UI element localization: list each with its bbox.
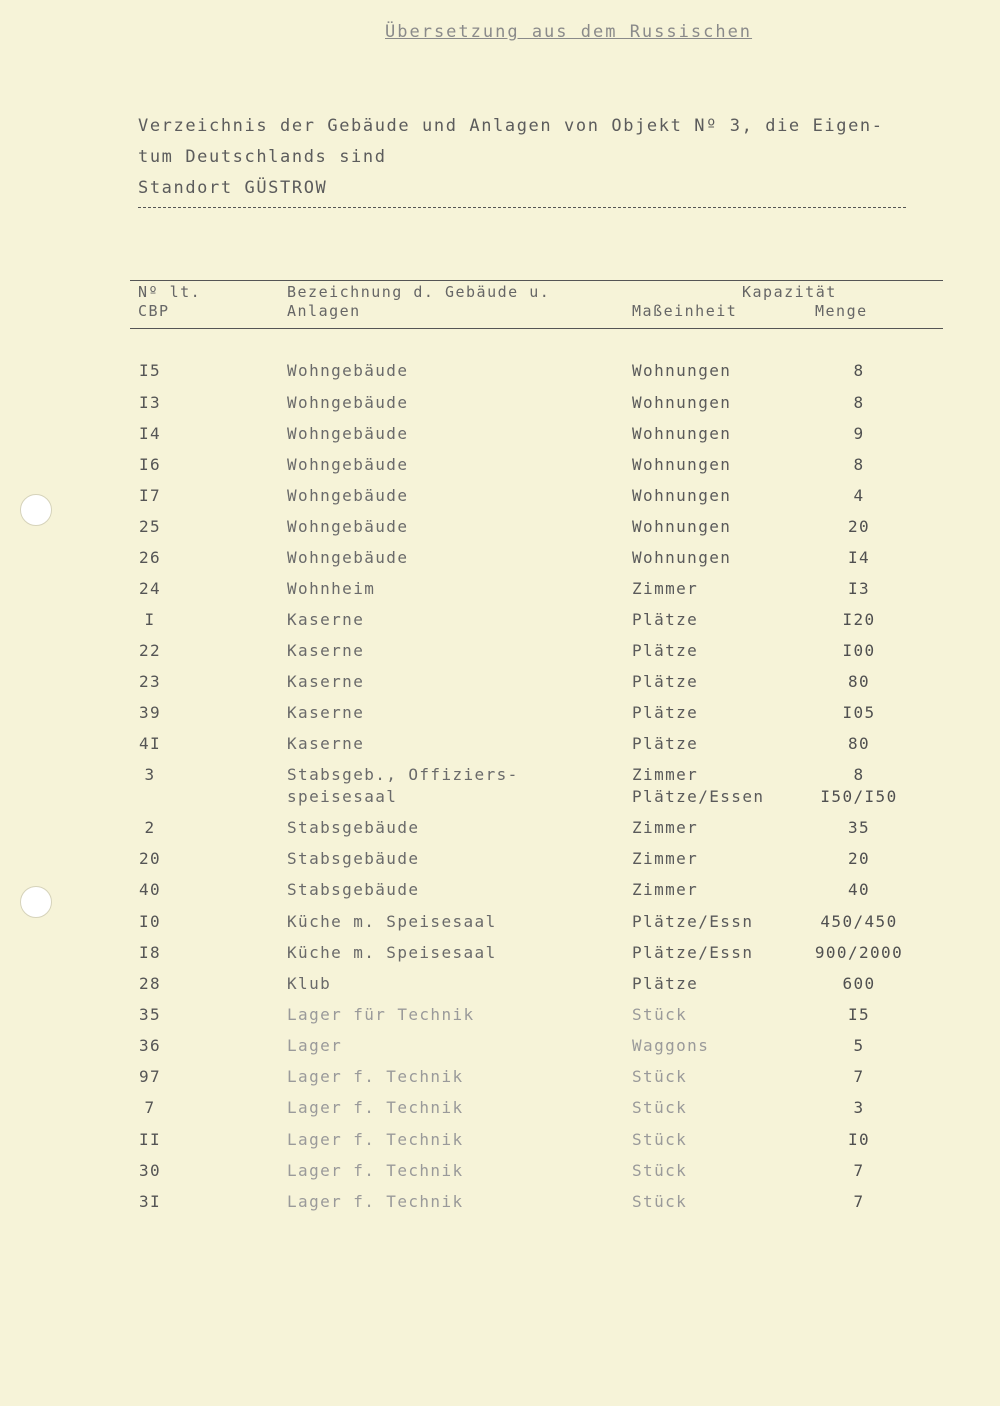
row-bezeichnung: Lager f. Technik — [287, 1067, 464, 1086]
row-menge: 8 — [853, 393, 865, 412]
row-bezeichnung: Kaserne — [287, 734, 365, 753]
row-masseinheit: Wohnungen — [632, 548, 732, 567]
row-bezeichnung: Lager f. Technik — [287, 1192, 464, 1211]
row-masseinheit: Plätze — [632, 734, 699, 753]
table-top-rule — [130, 280, 943, 281]
row-menge: 40 — [847, 880, 871, 899]
row-bezeichnung: Wohngebäude — [287, 361, 409, 380]
row-menge: I20 — [842, 610, 876, 629]
row-masseinheit: Plätze — [632, 974, 699, 993]
row-menge: 80 — [847, 672, 871, 691]
row-number: 30 — [138, 1161, 162, 1180]
row-bezeichnung: speisesaal — [287, 787, 398, 806]
row-number: 39 — [138, 703, 162, 722]
row-bezeichnung: Klub — [287, 974, 332, 993]
table-row — [0, 703, 1000, 733]
row-menge: 7 — [853, 1161, 865, 1180]
row-number: 3 — [144, 765, 156, 784]
row-menge: 900/2000 — [814, 943, 904, 962]
row-bezeichnung: Küche m. Speisesaal — [287, 912, 497, 931]
row-bezeichnung: Kaserne — [287, 703, 365, 722]
row-masseinheit: Plätze — [632, 641, 699, 660]
row-masseinheit: Waggons — [632, 1036, 710, 1055]
row-number: I6 — [138, 455, 162, 474]
row-bezeichnung: Wohngebäude — [287, 517, 409, 536]
title-line-1: Verzeichnis der Gebäude und Anlagen von Objekt Nº 3, die Eigen- — [138, 116, 884, 136]
row-bezeichnung: Lager f. Technik — [287, 1161, 464, 1180]
title-divider — [138, 207, 906, 208]
table-row — [0, 1098, 1000, 1128]
row-masseinheit: Plätze/Essn — [632, 912, 754, 931]
row-menge: 8 — [853, 361, 865, 380]
row-number: I5 — [138, 361, 162, 380]
header-kapazitaet: Kapazität — [742, 283, 837, 301]
row-masseinheit: Stück — [632, 1098, 688, 1117]
row-menge: 20 — [847, 517, 871, 536]
row-bezeichnung: Lager für Technik — [287, 1005, 475, 1024]
row-number: 26 — [138, 548, 162, 567]
row-number: 28 — [138, 974, 162, 993]
row-bezeichnung: Kaserne — [287, 641, 365, 660]
row-number: 23 — [138, 672, 162, 691]
table-row — [0, 579, 1000, 609]
table-row — [0, 361, 1000, 391]
row-bezeichnung: Stabsgebäude — [287, 849, 420, 868]
row-number: 2 — [144, 818, 156, 837]
table-row — [0, 455, 1000, 485]
row-bezeichnung: Wohngebäude — [287, 455, 409, 474]
row-number: 22 — [138, 641, 162, 660]
table-row — [0, 1005, 1000, 1035]
row-bezeichnung: Kaserne — [287, 672, 365, 691]
table-row — [0, 517, 1000, 547]
table-row — [0, 610, 1000, 640]
row-menge: I05 — [842, 703, 876, 722]
table-row — [0, 1161, 1000, 1191]
row-number: 20 — [138, 849, 162, 868]
table-row — [0, 672, 1000, 702]
row-menge: 600 — [842, 974, 876, 993]
row-bezeichnung: Wohngebäude — [287, 393, 409, 412]
row-bezeichnung: Küche m. Speisesaal — [287, 943, 497, 962]
header-bezeichnung: Bezeichnung d. Gebäude u. — [287, 283, 551, 301]
title-line-3: Standort GÜSTROW — [138, 178, 328, 198]
row-menge: I4 — [847, 548, 871, 567]
row-number: I — [144, 610, 156, 629]
row-masseinheit: Stück — [632, 1192, 688, 1211]
row-number: 4I — [138, 734, 162, 753]
header-nr: Nº lt. — [138, 283, 202, 301]
row-bezeichnung: Stabsgebäude — [287, 880, 420, 899]
table-row — [0, 641, 1000, 671]
row-bezeichnung: Kaserne — [287, 610, 365, 629]
row-number: I7 — [138, 486, 162, 505]
row-masseinheit: Plätze — [632, 672, 699, 691]
row-masseinheit: Wohnungen — [632, 424, 732, 443]
header-anlagen: Anlagen — [287, 302, 361, 320]
table-row — [0, 486, 1000, 516]
table-row — [0, 943, 1000, 973]
row-masseinheit: Zimmer — [632, 880, 699, 899]
row-number: 35 — [138, 1005, 162, 1024]
title-line-2: tum Deutschlands sind — [138, 147, 387, 167]
row-number: I3 — [138, 393, 162, 412]
row-menge: 8 — [853, 455, 865, 474]
translation-note: Übersetzung aus dem Russischen — [385, 22, 753, 42]
table-row — [0, 1192, 1000, 1222]
row-menge: 35 — [847, 818, 871, 837]
row-number: II — [138, 1130, 162, 1149]
row-bezeichnung: Lager f. Technik — [287, 1130, 464, 1149]
table-row — [0, 734, 1000, 764]
row-number: 3I — [138, 1192, 162, 1211]
table-row — [0, 393, 1000, 423]
row-menge: I00 — [842, 641, 876, 660]
header-menge: Menge — [815, 302, 868, 320]
table-row — [0, 974, 1000, 1004]
row-number: I0 — [138, 912, 162, 931]
row-masseinheit: Stück — [632, 1067, 688, 1086]
punch-hole-bottom — [20, 886, 52, 918]
row-number: 36 — [138, 1036, 162, 1055]
header-cbp: CBP — [138, 302, 170, 320]
row-menge: 3 — [853, 1098, 865, 1117]
row-menge: 7 — [853, 1192, 865, 1211]
row-number: I4 — [138, 424, 162, 443]
row-number: 97 — [138, 1067, 162, 1086]
row-bezeichnung: Wohngebäude — [287, 486, 409, 505]
row-masseinheit: Plätze/Essn — [632, 943, 754, 962]
row-bezeichnung: Lager — [287, 1036, 343, 1055]
row-menge: 4 — [853, 486, 865, 505]
row-bezeichnung: Wohngebäude — [287, 424, 409, 443]
table-row — [0, 912, 1000, 942]
row-menge: 8 — [853, 765, 865, 784]
row-menge: 9 — [853, 424, 865, 443]
row-menge: 5 — [853, 1036, 865, 1055]
row-masseinheit: Stück — [632, 1130, 688, 1149]
row-number: 24 — [138, 579, 162, 598]
table-row — [0, 880, 1000, 910]
row-menge: 7 — [853, 1067, 865, 1086]
table-row — [0, 424, 1000, 454]
table-row — [0, 1067, 1000, 1097]
table-row — [0, 1036, 1000, 1066]
row-masseinheit: Zimmer — [632, 849, 699, 868]
row-masseinheit: Zimmer — [632, 579, 699, 598]
row-number: 7 — [144, 1098, 156, 1117]
row-bezeichnung: Wohnheim — [287, 579, 376, 598]
row-masseinheit: Plätze — [632, 703, 699, 722]
row-masseinheit: Zimmer — [632, 818, 699, 837]
row-masseinheit: Zimmer — [632, 765, 699, 784]
table-header-rule — [130, 328, 943, 329]
row-masseinheit: Wohnungen — [632, 486, 732, 505]
row-menge: I50/I50 — [820, 787, 898, 806]
row-number: 25 — [138, 517, 162, 536]
row-menge: 450/450 — [820, 912, 898, 931]
row-menge: I5 — [847, 1005, 871, 1024]
table-row — [0, 818, 1000, 848]
row-masseinheit: Wohnungen — [632, 517, 732, 536]
row-masseinheit: Wohnungen — [632, 361, 732, 380]
header-masseinheit: Maßeinheit — [632, 302, 738, 320]
row-menge: 80 — [847, 734, 871, 753]
row-menge: 20 — [847, 849, 871, 868]
punch-hole-top — [20, 494, 52, 526]
row-masseinheit: Wohnungen — [632, 393, 732, 412]
row-number: 40 — [138, 880, 162, 899]
row-menge: I0 — [847, 1130, 871, 1149]
row-bezeichnung: Wohngebäude — [287, 548, 409, 567]
table-row — [0, 1130, 1000, 1160]
row-masseinheit: Plätze — [632, 610, 699, 629]
row-bezeichnung: Stabsgeb., Offiziers- — [287, 765, 519, 784]
table-row — [0, 787, 1000, 817]
table-row — [0, 849, 1000, 879]
row-masseinheit: Stück — [632, 1005, 688, 1024]
row-bezeichnung: Lager f. Technik — [287, 1098, 464, 1117]
row-masseinheit: Wohnungen — [632, 455, 732, 474]
row-number: I8 — [138, 943, 162, 962]
row-menge: I3 — [847, 579, 871, 598]
table-row — [0, 548, 1000, 578]
row-masseinheit: Plätze/Essen — [632, 787, 765, 806]
row-bezeichnung: Stabsgebäude — [287, 818, 420, 837]
row-masseinheit: Stück — [632, 1161, 688, 1180]
